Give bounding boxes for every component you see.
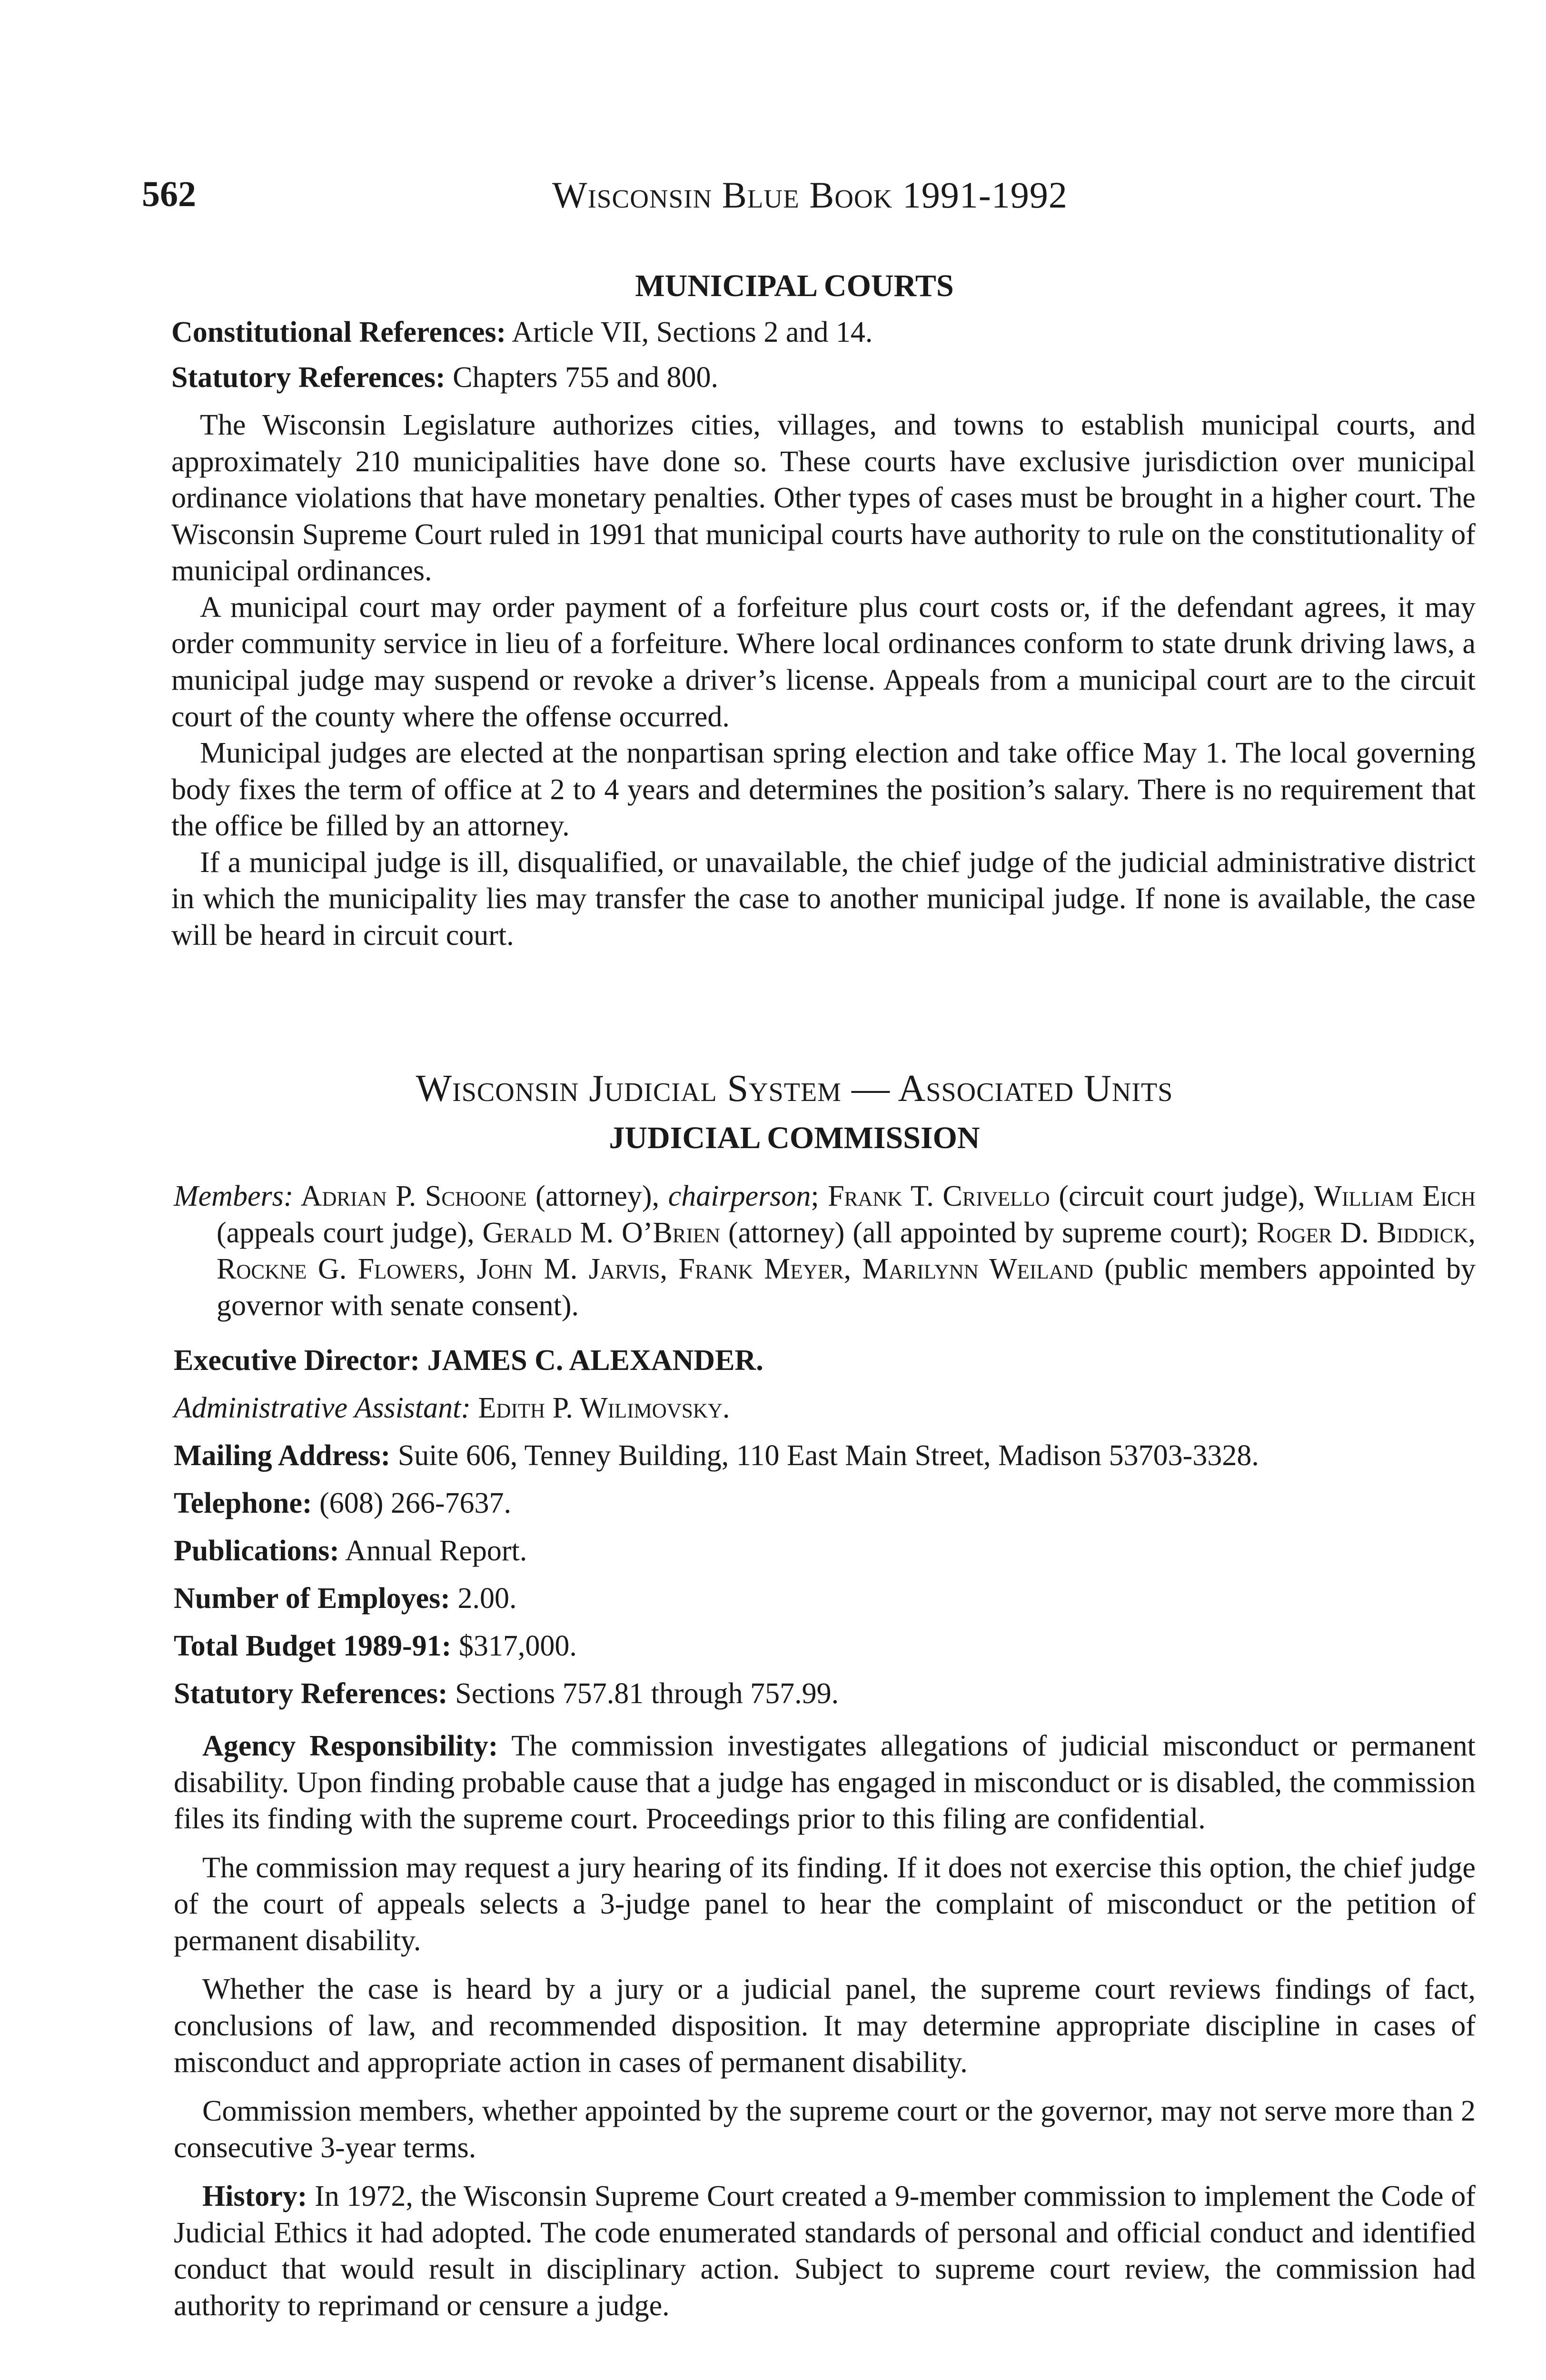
members-block <box>174 1178 1476 1324</box>
agency-responsibility-paragraph <box>174 1728 1476 1837</box>
running-header: Wisconsin Blue Book 1991-1992 <box>552 174 1068 216</box>
field-value: Edith P. Wilimovsky. <box>471 1392 730 1424</box>
budget-field <box>174 1628 577 1665</box>
mailing-address-field <box>174 1438 1259 1474</box>
member-name: Frank Meyer <box>678 1253 844 1286</box>
municipal-courts-references <box>171 314 1476 404</box>
member-name: John M. Jarvis <box>476 1253 660 1286</box>
field-label: Publications: <box>174 1535 339 1567</box>
field-value: JAMES C. ALEXANDER. <box>420 1344 763 1377</box>
member-name: William Eich <box>1314 1180 1476 1212</box>
member-name: Gerald M. O’Brien <box>482 1216 721 1249</box>
member-role-chair: chairperson <box>668 1180 811 1212</box>
member-name: Adrian P. Schoone <box>293 1180 527 1212</box>
member-name: Rockne G. Flowers <box>217 1253 458 1286</box>
members-paragraph <box>174 1178 1476 1324</box>
body-paragraph: Municipal judges are elected at the nonpartisan spring election and take office May 1. The local governing body fixes the term of office at 2 to 4 years and determines the position’s salary. There is no requirement that the office be filled by an attorney. <box>171 737 1476 843</box>
separator: , <box>1468 1216 1476 1249</box>
field-label: Total Budget 1989-91: <box>174 1630 452 1662</box>
field-value: (608) 266-7637. <box>312 1487 511 1519</box>
field-label: Administrative Assistant: <box>174 1392 471 1424</box>
history-label: History: <box>202 2180 307 2213</box>
agency-responsibility-text: The commission investigates allegations of judicial misconduct or permanent disability. Upon finding probable cause that a judge has engaged in misconduct or is disabled, the commission files its finding with the supreme court. Proceedings prior to this filing are confidential. <box>174 1730 1476 1835</box>
member-role: (public members appointed by governor with senate consent). <box>217 1253 1476 1322</box>
separator: ; <box>811 1180 828 1212</box>
municipal-courts-body <box>171 407 1476 953</box>
member-name: Roger D. Biddick <box>1257 1216 1468 1249</box>
body-paragraph: The Wisconsin Legislature authorizes cities, villages, and towns to establish municipal courts, and approximately 210 municipalities have done so. These courts have exclusive jurisdiction over municipal ordinance violations that have monetary penalties. Other types of cases must be brought in a higher court. The Wisconsin Supreme Court ruled in 1991 that municipal courts have authority to rule on the constitutionality of municipal ordinances. <box>171 409 1476 587</box>
statutory-references-value: Chapters 755 and 800. <box>445 361 719 394</box>
field-label: Telephone: <box>174 1487 312 1519</box>
member-name: Frank T. Crivello <box>828 1180 1050 1212</box>
publications-field <box>174 1533 527 1569</box>
member-role: (circuit court judge), <box>1050 1180 1314 1212</box>
field-value: 2.00. <box>450 1582 517 1615</box>
agency-responsibility-label: Agency Responsibility: <box>202 1730 498 1762</box>
executive-director-field <box>174 1342 763 1379</box>
member-role: (attorney), <box>526 1180 668 1212</box>
field-value: Suite 606, Tenney Building, 110 East Main Street, Madison 53703-3328. <box>390 1439 1259 1472</box>
members-label: Members: <box>174 1180 294 1212</box>
field-label: Mailing Address: <box>174 1439 391 1472</box>
body-paragraph: Commission members, whether appointed by the supreme court or the governor, may not serve more than 2 consecutive 3-year terms. <box>174 2095 1476 2164</box>
member-role: (attorney) (all appointed by supreme court); <box>720 1216 1257 1249</box>
separator: , <box>458 1253 477 1286</box>
field-value: Annual Report. <box>339 1535 527 1567</box>
field-value: Sections 757.81 through 757.99. <box>447 1677 839 1710</box>
member-name: Marilynn Weiland <box>862 1253 1093 1286</box>
history-text: In 1972, the Wisconsin Supreme Court created a 9-member commission to implement the Code of Judicial Ethics it had adopted. The code enumerated standards of personal and official conduct and identified conduct that would result in disciplinary action. Subject to supreme court review, the commission had authority to reprimand or censure a judge. <box>174 2180 1476 2322</box>
history-paragraph <box>174 2178 1476 2324</box>
municipal-courts-heading: MUNICIPAL COURTS <box>635 268 954 303</box>
judicial-commission-heading: JUDICIAL COMMISSION <box>609 1121 980 1155</box>
separator: , <box>660 1253 679 1286</box>
constitutional-references-label: Constitutional References: <box>171 316 506 348</box>
statutory-references-field <box>174 1676 839 1712</box>
page-number: 562 <box>142 174 196 214</box>
constitutional-references-value: Article VII, Sections 2 and 14. <box>506 316 873 348</box>
statutory-references <box>171 359 1476 396</box>
constitutional-references <box>171 314 1476 351</box>
judicial-system-heading: Wisconsin Judicial System — Associated Units <box>416 1068 1173 1110</box>
field-label: Number of Employes: <box>174 1582 450 1615</box>
agency-responsibility-body <box>174 1728 1476 2336</box>
employees-field <box>174 1580 516 1617</box>
member-role: (appeals court judge), <box>217 1216 483 1249</box>
body-paragraph: If a municipal judge is ill, disqualified, or unavailable, the chief judge of the judicial administrative district in which the municipality lies may transfer the case to another municipal judge. If none is available, the case will be heard in circuit court. <box>171 846 1476 952</box>
separator: , <box>843 1253 862 1286</box>
statutory-references-label: Statutory References: <box>171 361 446 394</box>
administrative-assistant-field <box>174 1390 730 1427</box>
body-paragraph: A municipal court may order payment of a forfeiture plus court costs or, if the defendant agrees, it may order community service in lieu of a forfeiture. Where local ordinances conform to state drunk driving laws, a municipal judge may suspend or revoke a driver’s license. Appeals from a municipal court are to the circuit court of the county where the offense occurred. <box>171 591 1476 733</box>
field-value: $317,000. <box>451 1630 577 1662</box>
field-label: Statutory References: <box>174 1677 448 1710</box>
telephone-field <box>174 1485 511 1522</box>
body-paragraph: The commission may request a jury hearing of its finding. If it does not exercise this option, the chief judge of the court of appeals selects a 3-judge panel to hear the complaint of misconduct or the petition of permanent disability. <box>174 1851 1476 1957</box>
body-paragraph: Whether the case is heard by a jury or a judicial panel, the supreme court reviews findings of fact, conclusions of law, and recommended disposition. It may determine appropriate discipline in cases of misconduct and appropriate action in cases of permanent disability. <box>174 1973 1476 2079</box>
field-label: Executive Director: <box>174 1344 420 1377</box>
